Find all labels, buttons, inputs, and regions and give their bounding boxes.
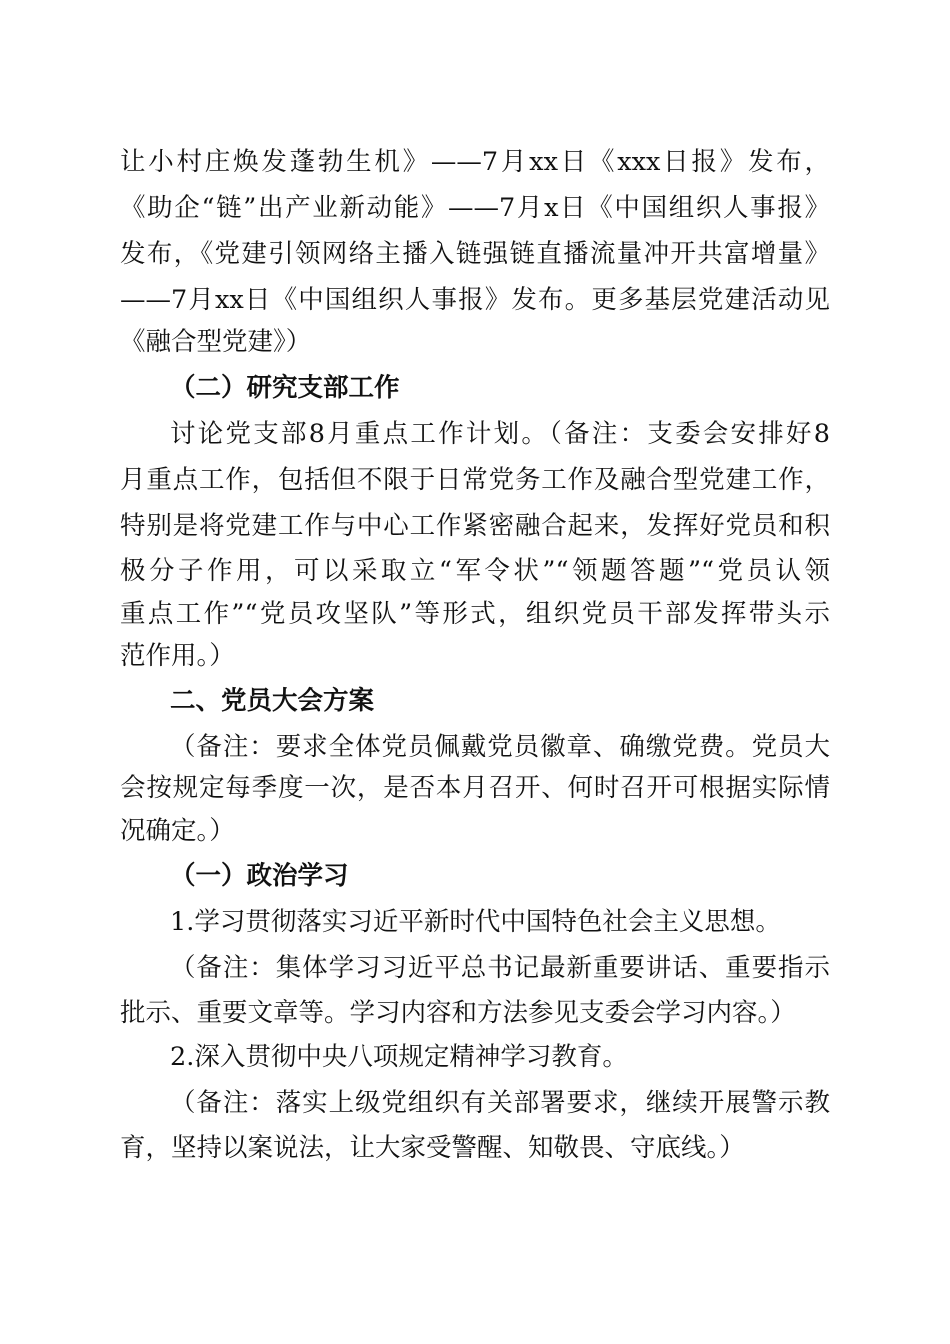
text-line-12: 范作用。） <box>120 641 235 671</box>
text-line-16: 况确定。） <box>120 816 235 846</box>
text-line-10: 极分子作用，可以采取立“军令状”“领题答题”“党员认领 <box>120 556 830 586</box>
text-line-9: 特别是将党建工作与中心工作紧密融合起来，发挥好党员和积 <box>120 511 830 541</box>
text-line-1: 让小村庄焕发蓬勃生机》——7月xx日《xxx日报》发布， <box>120 147 830 177</box>
list-item-2: 2.深入贯彻中央八项规定精神学习教育。 <box>170 1042 628 1072</box>
section-heading-political-study: （一）政治学习 <box>170 861 349 891</box>
text-line-22: （备注：落实上级党组织有关部署要求，继续开展警示教 <box>170 1088 830 1118</box>
section-heading-party-congress-plan: 二、党员大会方案 <box>170 686 375 716</box>
text-line-4: ——7月xx日《中国组织人事报》发布。更多基层党建活动见 <box>120 285 830 315</box>
text-line-14: （备注：要求全体党员佩戴党员徽章、确缴党费。党员大 <box>170 732 830 762</box>
list-item-1: 1.学习贯彻落实习近平新时代中国特色社会主义思想。 <box>170 907 781 937</box>
text-line-8: 月重点工作，包括但不限于日常党务工作及融合型党建工作， <box>120 465 830 495</box>
text-line-2: 《助企“链”出产业新动能》——7月x日《中国组织人事报》 <box>120 193 830 223</box>
text-line-5: 《融合型党建》） <box>120 327 312 357</box>
text-line-19: （备注：集体学习习近平总书记最新重要讲话、重要指示 <box>170 953 830 983</box>
text-line-11: 重点工作”“党员攻坚队”等形式，组织党员干部发挥带头示 <box>120 599 830 629</box>
text-line-15: 会按规定每季度一次，是否本月召开、何时召开可根据实际情 <box>120 773 830 803</box>
text-line-20: 批示、重要文章等。学习内容和方法参见支委会学习内容。） <box>120 998 796 1028</box>
section-heading-research-branch-work: （二）研究支部工作 <box>170 373 400 403</box>
text-line-23: 育，坚持以案说法，让大家受警醒、知敬畏、守底线。） <box>120 1133 745 1163</box>
text-line-7: 讨论党支部8月重点工作计划。（备注：支委会安排好8 <box>170 419 830 449</box>
text-line-3: 发布，《党建引领网络主播入链强链直播流量冲开共富增量》 <box>120 239 830 269</box>
